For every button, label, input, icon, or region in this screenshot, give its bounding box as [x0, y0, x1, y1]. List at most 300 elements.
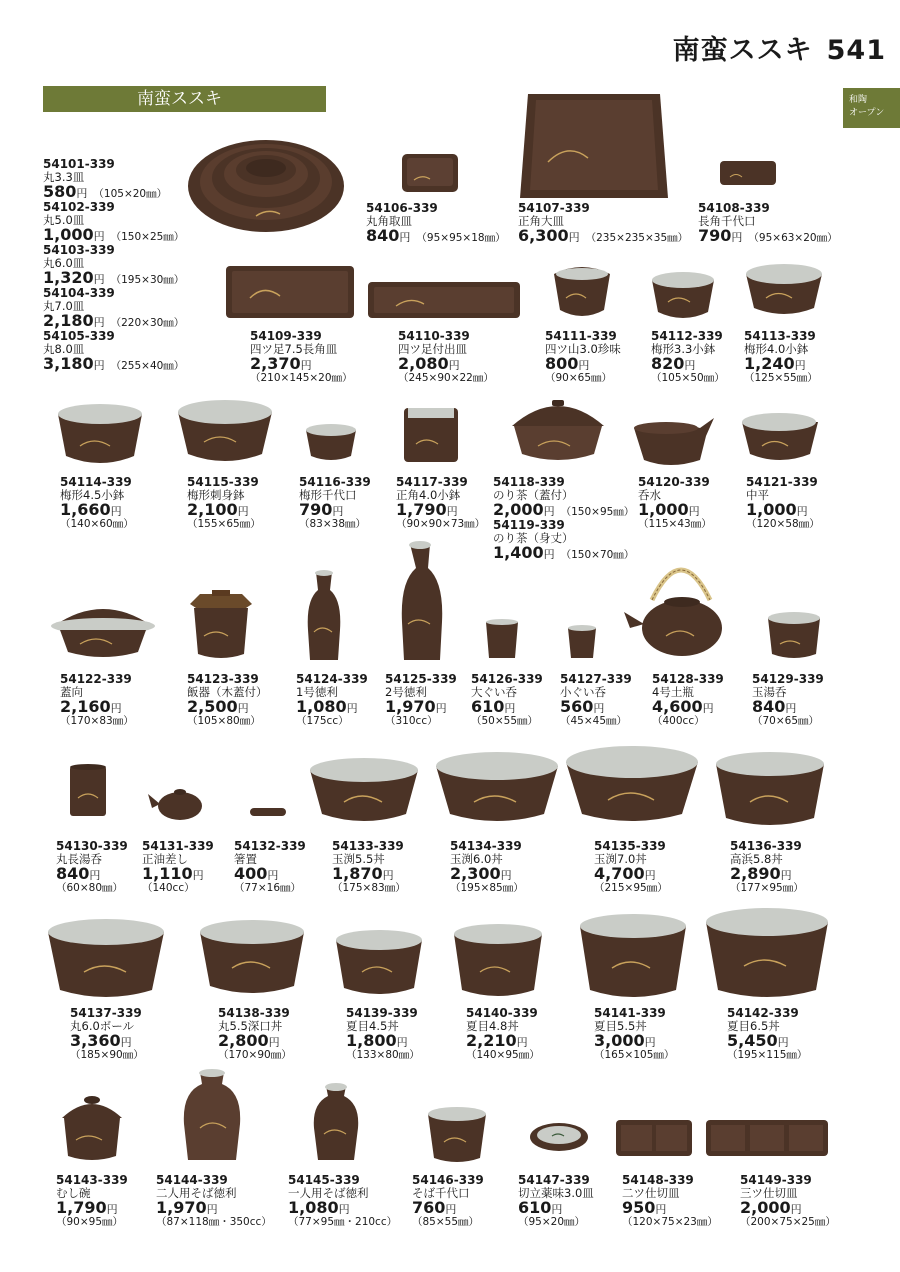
yen-mark: 円 — [110, 702, 122, 715]
product-item[interactable] — [218, 1007, 292, 1062]
product-dimensions: （195×115㎜） — [727, 1049, 808, 1061]
product-name: 蓋向 — [60, 685, 83, 699]
product-dimensions: （220×30㎜） — [110, 317, 185, 329]
yen-mark: 円 — [396, 1036, 408, 1049]
product-image-bowl — [198, 918, 306, 998]
product-item[interactable] — [396, 476, 485, 531]
product-code: 54143-339 — [56, 1173, 128, 1187]
product-image-rect-tray — [224, 264, 356, 324]
product-dimensions: （150×70㎜） — [560, 549, 635, 561]
product-price: 1,870 — [332, 864, 383, 883]
product-item[interactable] — [493, 476, 634, 519]
product-item[interactable] — [56, 1174, 128, 1229]
product-code: 54120-339 — [638, 475, 710, 489]
product-image-bowl — [766, 610, 822, 662]
product-price: 2,000 — [493, 500, 544, 519]
product-item[interactable] — [366, 202, 506, 245]
product-item[interactable] — [518, 202, 688, 245]
product-image-lidded-cup — [56, 1092, 128, 1164]
product-item[interactable] — [450, 840, 524, 895]
product-price: 2,500 — [187, 697, 238, 716]
product-image-bowl — [578, 912, 688, 1000]
product-image-bowl — [552, 264, 612, 322]
product-code: 54140-339 — [466, 1006, 538, 1020]
product-price: 1,800 — [346, 1031, 397, 1050]
product-image-sake-bottle — [310, 1082, 362, 1164]
product-code: 54101-339 — [43, 157, 115, 171]
product-price: 5,450 — [727, 1031, 778, 1050]
product-name: 三ツ仕切皿 — [740, 1186, 798, 1200]
product-item[interactable] — [346, 1007, 420, 1062]
product-image-bowl — [308, 756, 420, 826]
product-code: 54133-339 — [332, 839, 404, 853]
product-price: 1,000 — [746, 500, 797, 519]
product-name: 長角千代口 — [698, 214, 756, 228]
product-code: 54148-339 — [622, 1173, 694, 1187]
product-item[interactable] — [43, 287, 184, 330]
yen-mark: 円 — [684, 359, 696, 372]
product-price: 610 — [471, 697, 505, 716]
yen-mark: 円 — [551, 1203, 563, 1216]
product-name: 正角4.0小鉢 — [396, 488, 461, 502]
product-code: 54110-339 — [398, 329, 470, 343]
product-item[interactable] — [412, 1174, 484, 1229]
product-dimensions: （165×105㎜） — [594, 1049, 675, 1061]
product-image-square-platter — [518, 92, 670, 200]
product-name: 4号土瓶 — [652, 685, 694, 699]
product-price: 790 — [299, 500, 333, 519]
yen-mark: 円 — [500, 869, 512, 882]
yen-mark: 円 — [504, 702, 516, 715]
side-tab-line2: オープン — [849, 108, 885, 118]
yen-mark: 円 — [399, 231, 411, 244]
product-name: 丸3.3皿 — [43, 170, 85, 184]
product-code: 54135-339 — [594, 839, 666, 853]
product-item[interactable] — [43, 201, 184, 244]
product-name: 玉湯呑 — [752, 685, 787, 699]
product-name: 四ツ足7.5長角皿 — [250, 342, 338, 356]
product-item[interactable] — [156, 1174, 272, 1229]
product-dimensions: （133×80㎜） — [346, 1049, 420, 1061]
product-code: 54115-339 — [187, 475, 259, 489]
product-image-rice-container — [186, 590, 256, 662]
yen-mark: 円 — [448, 359, 460, 372]
product-price: 800 — [545, 354, 579, 373]
product-price: 2,370 — [250, 354, 301, 373]
product-dimensions: （105×50㎜） — [651, 372, 725, 384]
product-item[interactable] — [288, 1174, 397, 1229]
product-dimensions: （90×65㎜） — [545, 372, 613, 384]
product-dimensions: （95×95×18㎜） — [416, 232, 506, 244]
product-name: のり茶（身丈） — [493, 531, 574, 545]
yen-mark: 円 — [332, 505, 344, 518]
product-item[interactable] — [638, 476, 712, 531]
product-group-plates — [43, 158, 184, 373]
product-price: 2,890 — [730, 864, 781, 883]
product-dimensions: （83×38㎜） — [299, 518, 367, 530]
product-image-bowl — [650, 270, 716, 322]
product-price: 580 — [43, 182, 77, 201]
product-code: 54149-339 — [740, 1173, 812, 1187]
product-image-teapot — [622, 540, 740, 662]
product-image-cup — [426, 1106, 488, 1164]
product-image-bowl — [744, 262, 824, 320]
product-code: 54147-339 — [518, 1173, 590, 1187]
product-item[interactable] — [740, 1174, 836, 1229]
product-code: 54129-339 — [752, 672, 824, 686]
product-image-divided-plate — [614, 1118, 694, 1160]
product-code: 54130-339 — [56, 839, 128, 853]
yen-mark: 円 — [93, 359, 105, 372]
product-item[interactable] — [471, 673, 543, 728]
yen-mark: 円 — [780, 869, 792, 882]
product-price: 3,360 — [70, 1031, 121, 1050]
yen-mark: 円 — [206, 1203, 218, 1216]
product-dimensions: （105×80㎜） — [187, 715, 261, 727]
product-code: 54122-339 — [60, 672, 132, 686]
product-code: 54109-339 — [250, 329, 322, 343]
product-dimensions: （60×80㎜） — [56, 882, 124, 894]
product-code: 54103-339 — [43, 243, 115, 257]
product-dimensions: （115×43㎜） — [638, 518, 712, 530]
product-item[interactable] — [622, 1174, 718, 1229]
product-image-bowl — [176, 398, 274, 466]
product-price: 840 — [366, 226, 400, 245]
yen-mark: 円 — [93, 273, 105, 286]
product-dimensions: （255×40㎜） — [110, 360, 185, 372]
product-name: 玉渕5.5丼 — [332, 852, 385, 866]
product-image-bowl — [56, 402, 144, 468]
product-dimensions: （175×83㎜） — [332, 882, 406, 894]
product-image-bowl — [46, 916, 166, 1002]
product-price: 3,180 — [43, 354, 94, 373]
product-item[interactable] — [698, 202, 838, 245]
yen-mark: 円 — [794, 359, 806, 372]
product-item[interactable] — [187, 476, 261, 531]
yen-mark: 円 — [655, 1203, 667, 1216]
product-name: 丸7.0皿 — [43, 299, 85, 313]
product-price: 1,790 — [396, 500, 447, 519]
product-item[interactable] — [652, 673, 724, 728]
product-code: 54104-339 — [43, 286, 115, 300]
product-image-plate-stack — [186, 138, 346, 234]
product-name: 四ツ足付出皿 — [398, 342, 467, 356]
product-price: 6,300 — [518, 226, 569, 245]
product-dimensions: （170×90㎜） — [218, 1049, 292, 1061]
product-price: 760 — [412, 1198, 446, 1217]
product-item[interactable] — [332, 840, 406, 895]
product-code: 54119-339 — [493, 518, 565, 532]
product-price: 840 — [56, 864, 90, 883]
product-image-rect-plate — [366, 280, 522, 322]
product-name: 梅形4.0小鉢 — [744, 342, 809, 356]
product-price: 400 — [234, 864, 268, 883]
product-dimensions: （150×95㎜） — [560, 506, 635, 518]
product-dimensions: （175cc） — [296, 715, 349, 727]
product-dimensions: （77×95㎜・210cc） — [288, 1216, 398, 1228]
yen-mark: 円 — [790, 1203, 802, 1216]
product-item[interactable] — [398, 330, 494, 385]
product-price: 1,080 — [296, 697, 347, 716]
product-price: 2,080 — [398, 354, 449, 373]
yen-mark: 円 — [688, 505, 700, 518]
product-name: 正角大皿 — [518, 214, 564, 228]
product-item[interactable] — [518, 1174, 594, 1229]
product-price: 1,110 — [142, 864, 193, 883]
product-dimensions: （105×20㎜） — [93, 188, 168, 200]
product-code: 54136-339 — [730, 839, 802, 853]
product-code: 54134-339 — [450, 839, 522, 853]
product-name: 夏目5.5丼 — [594, 1019, 647, 1033]
product-price: 2,300 — [450, 864, 501, 883]
product-item[interactable] — [56, 840, 128, 895]
product-group-tea — [493, 476, 634, 562]
product-name: 四ツ山3.0珍味 — [545, 342, 621, 356]
product-name: 2号徳利 — [385, 685, 427, 699]
product-code: 54139-339 — [346, 1006, 418, 1020]
product-item[interactable] — [299, 476, 371, 531]
product-name: 一人用そば徳利 — [288, 1186, 369, 1200]
product-price: 840 — [752, 697, 786, 716]
product-item[interactable] — [43, 158, 184, 201]
product-dimensions: （310cc） — [385, 715, 438, 727]
product-dimensions: （45×45㎜） — [560, 715, 628, 727]
product-price: 820 — [651, 354, 685, 373]
product-image-cup — [566, 624, 598, 662]
yen-mark: 円 — [268, 1036, 280, 1049]
product-price: 4,700 — [594, 864, 645, 883]
product-image-sake-bottle — [304, 568, 344, 664]
product-name: むし碗 — [56, 1186, 91, 1200]
product-code: 54141-339 — [594, 1006, 666, 1020]
product-item[interactable] — [545, 330, 621, 385]
product-dimensions: （95×20㎜） — [518, 1216, 586, 1228]
product-item[interactable] — [493, 519, 634, 562]
product-dimensions: （215×95㎜） — [594, 882, 668, 894]
product-price: 4,600 — [652, 697, 703, 716]
product-name: 梅形刺身鉢 — [187, 488, 245, 502]
product-code: 54105-339 — [43, 329, 115, 343]
product-name: 夏目6.5丼 — [727, 1019, 780, 1033]
product-image-bowl — [304, 422, 358, 464]
product-name: 梅形4.5小鉢 — [60, 488, 125, 502]
yen-mark: 円 — [106, 1203, 118, 1216]
product-item[interactable] — [730, 840, 804, 895]
product-item[interactable] — [594, 1007, 674, 1062]
product-price: 1,970 — [156, 1198, 207, 1217]
product-name: 二人用そば徳利 — [156, 1186, 237, 1200]
product-name: 正油差し — [142, 852, 188, 866]
product-code: 54102-339 — [43, 200, 115, 214]
product-name: 1号徳利 — [296, 685, 338, 699]
section-title: 南蛮ススキ — [137, 89, 222, 109]
product-dimensions: （90×95㎜） — [56, 1216, 124, 1228]
product-dimensions: （95×63×20㎜） — [748, 232, 838, 244]
yen-mark: 円 — [192, 869, 204, 882]
page-header — [673, 28, 886, 67]
product-price: 2,210 — [466, 1031, 517, 1050]
product-dimensions: （245×90×22㎜） — [398, 372, 494, 384]
product-name: 二ツ仕切皿 — [622, 1186, 680, 1200]
product-dimensions: （120×58㎜） — [746, 518, 820, 530]
product-item[interactable] — [60, 673, 134, 728]
yen-mark: 円 — [644, 1036, 656, 1049]
product-item[interactable] — [234, 840, 306, 895]
product-price: 1,080 — [288, 1198, 339, 1217]
yen-mark: 円 — [777, 1036, 789, 1049]
yen-mark: 円 — [110, 505, 122, 518]
product-code: 54114-339 — [60, 475, 132, 489]
product-dimensions: （50×55㎜） — [471, 715, 539, 727]
product-image-bowl — [434, 750, 560, 828]
product-image-bowl — [714, 750, 826, 830]
product-price: 2,180 — [43, 311, 94, 330]
product-item[interactable] — [752, 673, 824, 728]
product-name: 丸5.5深口丼 — [218, 1019, 283, 1033]
product-code: 54132-339 — [234, 839, 306, 853]
product-code: 54113-339 — [744, 329, 816, 343]
product-code: 54128-339 — [652, 672, 724, 686]
product-name: 梅形3.3小鉢 — [651, 342, 716, 356]
product-image-sake-bottle — [182, 1068, 242, 1164]
product-item[interactable] — [560, 673, 632, 728]
yen-mark: 円 — [796, 505, 808, 518]
product-code: 54116-339 — [299, 475, 371, 489]
yen-mark: 円 — [435, 702, 447, 715]
product-price: 2,000 — [740, 1198, 791, 1217]
product-code: 54123-339 — [187, 672, 259, 686]
product-item[interactable] — [43, 244, 184, 287]
product-name: 玉渕7.0丼 — [594, 852, 647, 866]
product-image-cup — [484, 618, 520, 662]
product-dimensions: （87×118㎜・350cc） — [156, 1216, 272, 1228]
product-name: 高浜5.8丼 — [730, 852, 783, 866]
yen-mark: 円 — [702, 702, 714, 715]
product-item[interactable] — [60, 476, 134, 531]
product-price: 1,000 — [43, 225, 94, 244]
yen-mark: 円 — [267, 869, 279, 882]
yen-mark: 円 — [346, 702, 358, 715]
product-dimensions: （85×55㎜） — [412, 1216, 480, 1228]
product-image-spouted-bowl — [632, 414, 716, 470]
product-dimensions: （155×65㎜） — [187, 518, 261, 530]
product-price: 3,000 — [594, 1031, 645, 1050]
yen-mark: 円 — [338, 1203, 350, 1216]
product-item[interactable] — [43, 330, 184, 373]
product-image-chopstick-rest — [248, 802, 288, 820]
product-dimensions: （120×75×23㎜） — [622, 1216, 718, 1228]
product-code: 54111-339 — [545, 329, 617, 343]
side-tab[interactable] — [843, 88, 900, 128]
product-name: 丸5.0皿 — [43, 213, 85, 227]
product-dimensions: （77×16㎜） — [234, 882, 302, 894]
side-tab-line1: 和陶 — [849, 95, 868, 105]
product-dimensions: （210×145×20㎜） — [250, 372, 353, 384]
product-name: 箸置 — [234, 852, 257, 866]
product-code: 54131-339 — [142, 839, 214, 853]
product-code: 54142-339 — [727, 1006, 799, 1020]
product-item[interactable] — [727, 1007, 807, 1062]
product-code: 54108-339 — [698, 201, 770, 215]
product-name: 飯器（木蓋付） — [187, 685, 268, 699]
product-image-bowl — [564, 744, 700, 828]
product-item[interactable] — [296, 673, 368, 728]
product-code: 54125-339 — [385, 672, 457, 686]
product-price: 1,790 — [56, 1198, 107, 1217]
product-image-bowl — [452, 922, 544, 1000]
product-item[interactable] — [466, 1007, 540, 1062]
product-code: 54106-339 — [366, 201, 438, 215]
product-dimensions: （140×95㎜） — [466, 1049, 540, 1061]
yen-mark: 円 — [568, 231, 580, 244]
product-image-divided-plate — [704, 1118, 830, 1160]
product-price: 1,320 — [43, 268, 94, 287]
product-name: 夏目4.5丼 — [346, 1019, 399, 1033]
product-price: 610 — [518, 1198, 552, 1217]
yen-mark: 円 — [644, 869, 656, 882]
yen-mark: 円 — [445, 1203, 457, 1216]
product-dimensions: （195×85㎜） — [450, 882, 524, 894]
product-price: 790 — [698, 226, 732, 245]
yen-mark: 円 — [593, 702, 605, 715]
product-item[interactable] — [70, 1007, 144, 1062]
product-code: 54124-339 — [296, 672, 368, 686]
product-dimensions: （195×30㎜） — [110, 274, 185, 286]
yen-mark: 円 — [120, 1036, 132, 1049]
product-name: 小ぐい呑 — [560, 685, 606, 699]
product-image-bowl — [740, 410, 818, 468]
product-item[interactable] — [142, 840, 214, 895]
yen-mark: 円 — [89, 869, 101, 882]
product-image-rect-dish-small — [718, 157, 778, 189]
product-price: 2,160 — [60, 697, 111, 716]
yen-mark: 円 — [237, 505, 249, 518]
product-price: 1,400 — [493, 543, 544, 562]
yen-mark: 円 — [382, 869, 394, 882]
product-name: 夏目4.8丼 — [466, 1019, 519, 1033]
product-code: 54107-339 — [518, 201, 590, 215]
product-code: 54138-339 — [218, 1006, 290, 1020]
product-name: 丸長湯呑 — [56, 852, 102, 866]
yen-mark: 円 — [300, 359, 312, 372]
product-image-square-dish — [400, 150, 460, 196]
product-image-bowl — [334, 928, 424, 998]
product-name: 切立薬味3.0皿 — [518, 1186, 594, 1200]
product-price: 1,660 — [60, 500, 111, 519]
product-item[interactable] — [744, 330, 818, 385]
yen-mark: 円 — [785, 702, 797, 715]
product-item[interactable] — [746, 476, 820, 531]
product-dimensions: （185×90㎜） — [70, 1049, 144, 1061]
product-name: 丸6.0ボール — [70, 1019, 135, 1033]
product-image-bowl — [704, 906, 830, 1000]
product-price: 1,000 — [638, 500, 689, 519]
product-price: 950 — [622, 1198, 656, 1217]
product-item[interactable] — [651, 330, 725, 385]
product-dimensions: （150×25㎜） — [110, 231, 185, 243]
product-price: 2,800 — [218, 1031, 269, 1050]
product-dimensions: （70×65㎜） — [752, 715, 820, 727]
product-image-sake-bottle — [396, 540, 444, 664]
product-item[interactable] — [385, 673, 457, 728]
product-name: 丸角取皿 — [366, 214, 412, 228]
product-item[interactable] — [594, 840, 668, 895]
product-item[interactable] — [250, 330, 353, 385]
product-dimensions: （235×235×35㎜） — [585, 232, 689, 244]
product-item[interactable] — [187, 673, 268, 728]
product-dimensions: （90×90×73㎜） — [396, 518, 486, 530]
product-code: 54126-339 — [471, 672, 543, 686]
